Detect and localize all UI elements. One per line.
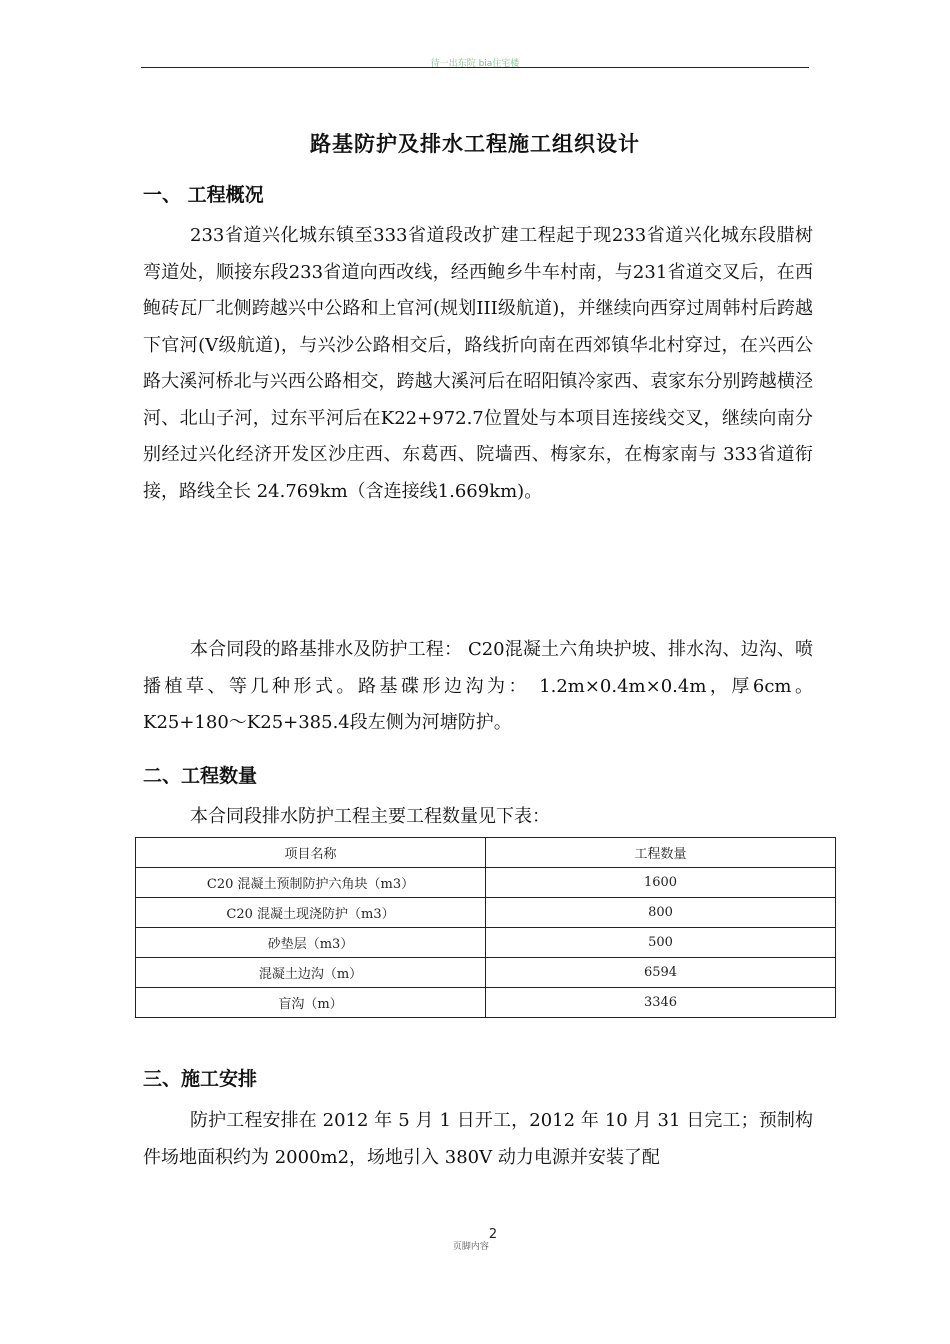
table-cell-quantity: 6594 bbox=[486, 958, 836, 988]
table-row bbox=[136, 928, 836, 958]
section-3-paragraph-1: 防护工程安排在 2012 年 5 月 1 日开工，2012 年 10 月 31 日完工；预制构件场地面积约为 2000m2，场地引入 380V 动力电源并安装了配 bbox=[143, 1110, 813, 1168]
section-heading-2: 二、工程数量 bbox=[143, 765, 258, 787]
table-cell-quantity: 800 bbox=[486, 898, 836, 928]
quantity-table bbox=[135, 837, 836, 1018]
table-cell-item: 砂垫层（m3） bbox=[136, 928, 486, 958]
footer-text: 页脚内容 bbox=[452, 1242, 489, 1252]
document-title: 路基防护及排水工程施工组织设计 bbox=[310, 132, 640, 156]
table-header-row bbox=[136, 838, 836, 868]
section-1-paragraph-2: 本合同段的路基排水及防护工程： C20混凝土六角块护坡、排水沟、边沟、喷播植草、等几种形式。路基碟形边沟为： 1.2m×0.4m×0.4m，厚6cm。K25+180～K25+385.4段左侧为河塘防护。 bbox=[143, 639, 813, 733]
quantity-table-container bbox=[135, 837, 835, 1018]
table-cell-item: 盲沟（m） bbox=[136, 988, 486, 1018]
section-heading-1: 一、 工程概况 bbox=[143, 184, 264, 206]
table-header-item-name: 项目名称 bbox=[136, 838, 486, 868]
table-cell-quantity: 500 bbox=[486, 928, 836, 958]
table-header-quantity: 工程数量 bbox=[486, 838, 836, 868]
page-number: 2 bbox=[488, 1227, 498, 1242]
table-row bbox=[136, 958, 836, 988]
table-cell-quantity: 1600 bbox=[486, 868, 836, 898]
table-cell-item: C20 混凝土现浇防护（m3） bbox=[136, 898, 486, 928]
section-2-paragraph-1: 本合同段排水防护工程主要工程数量见下表： bbox=[190, 806, 550, 827]
header-rule bbox=[141, 67, 809, 68]
table-cell-item: C20 混凝土预制防护六角块（m3） bbox=[136, 868, 486, 898]
table-cell-quantity: 3346 bbox=[486, 988, 836, 1018]
page-footer bbox=[0, 1227, 950, 1252]
table-cell-item: 混凝土边沟（m） bbox=[136, 958, 486, 988]
page-header-text: 待一出东院 bia住宅楼 bbox=[430, 59, 520, 69]
table-row bbox=[136, 898, 836, 928]
table-row bbox=[136, 988, 836, 1018]
table-row bbox=[136, 868, 836, 898]
section-1-paragraph-1: 233省道兴化城东镇至333省道段改扩建工程起于现233省道兴化城东段腊树弯道处，顺接东段233省道向西改线，经西鲍乡牛车村南，与231省道交叉后，在西鲍砖瓦厂北侧跨越兴中公路和上官河(规划III级航道)，并继续向西穿过周韩村后跨越下官河(V级航道)，与兴沙公路相交后，路线折向南在西郊镇华北村穿过，在兴西公路大溪河桥北与兴西公路相交，跨越大溪河后在昭阳镇冷家西、袁家东分别跨越横泾河、北山子河，过东平河后在K22+972.7位置处与本项目连接线交叉，继续向南分别经过兴化经济开发区沙庄西、东葛西、院墙西、梅家东，在梅家南与 333省道衔接，路线全长 24.769km（含连接线1.669km)。 bbox=[143, 225, 813, 502]
section-heading-3: 三、施工安排 bbox=[143, 1068, 258, 1090]
